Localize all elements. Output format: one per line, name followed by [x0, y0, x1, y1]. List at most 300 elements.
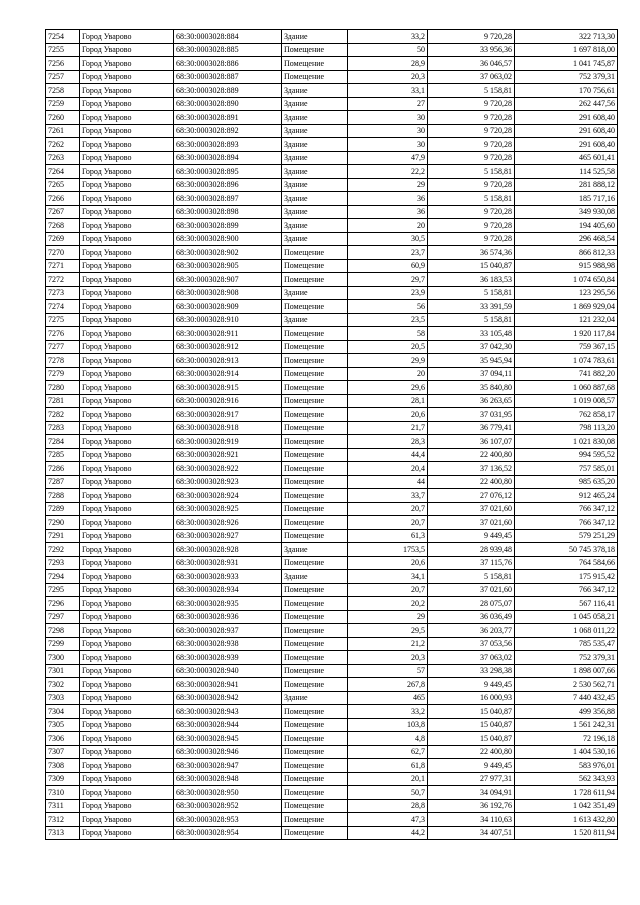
- rate-cell: 22 400,80: [428, 745, 515, 759]
- row-number: 7266: [46, 192, 80, 206]
- cadastral-value-cell: 757 585,01: [515, 462, 618, 476]
- cadastral-number-cell: 68:30:0003028:950: [174, 786, 282, 800]
- area-cell: 23,7: [348, 246, 428, 260]
- settlement-cell: Город Уварово: [80, 462, 174, 476]
- table-row: [46, 57, 618, 71]
- area-cell: 20,1: [348, 772, 428, 786]
- table-row: [46, 813, 618, 827]
- rate-cell: 5 158,81: [428, 570, 515, 584]
- row-number: 7278: [46, 354, 80, 368]
- cadastral-value-cell: 1 898 007,66: [515, 664, 618, 678]
- table-row: [46, 732, 618, 746]
- cadastral-number-cell: 68:30:0003028:885: [174, 43, 282, 57]
- cadastral-value-cell: 762 858,17: [515, 408, 618, 422]
- area-cell: 33,2: [348, 30, 428, 44]
- rate-cell: 36 263,65: [428, 394, 515, 408]
- row-number: 7260: [46, 111, 80, 125]
- cadastral-value-cell: 866 812,33: [515, 246, 618, 260]
- row-number: 7259: [46, 97, 80, 111]
- settlement-cell: Город Уварово: [80, 583, 174, 597]
- table-row: [46, 246, 618, 260]
- object-type-cell: Помещение: [282, 462, 348, 476]
- cadastral-number-cell: 68:30:0003028:933: [174, 570, 282, 584]
- row-number: 7284: [46, 435, 80, 449]
- cadastral-number-cell: 68:30:0003028:899: [174, 219, 282, 233]
- cadastral-number-cell: 68:30:0003028:937: [174, 624, 282, 638]
- area-cell: 57: [348, 664, 428, 678]
- rate-cell: 5 158,81: [428, 286, 515, 300]
- settlement-cell: Город Уварово: [80, 759, 174, 773]
- area-cell: 103,8: [348, 718, 428, 732]
- cadastral-number-cell: 68:30:0003028:908: [174, 286, 282, 300]
- table-row: [46, 529, 618, 543]
- area-cell: 47,9: [348, 151, 428, 165]
- cadastral-number-cell: 68:30:0003028:891: [174, 111, 282, 125]
- rate-cell: 9 449,45: [428, 759, 515, 773]
- cadastral-number-cell: 68:30:0003028:947: [174, 759, 282, 773]
- settlement-cell: Город Уварово: [80, 624, 174, 638]
- cadastral-value-cell: 1 041 745,87: [515, 57, 618, 71]
- rate-cell: 36 036,49: [428, 610, 515, 624]
- row-number: 7307: [46, 745, 80, 759]
- table-row: [46, 516, 618, 530]
- row-number: 7297: [46, 610, 80, 624]
- object-type-cell: Здание: [282, 97, 348, 111]
- object-type-cell: Помещение: [282, 489, 348, 503]
- object-type-cell: Помещение: [282, 70, 348, 84]
- row-number: 7277: [46, 340, 80, 354]
- row-number: 7303: [46, 691, 80, 705]
- settlement-cell: Город Уварово: [80, 286, 174, 300]
- object-type-cell: Помещение: [282, 732, 348, 746]
- rate-cell: 22 400,80: [428, 475, 515, 489]
- settlement-cell: Город Уварово: [80, 799, 174, 813]
- area-cell: 20,4: [348, 462, 428, 476]
- object-type-cell: Помещение: [282, 826, 348, 840]
- cadastral-number-cell: 68:30:0003028:898: [174, 205, 282, 219]
- row-number: 7298: [46, 624, 80, 638]
- table-row: [46, 556, 618, 570]
- cadastral-number-cell: 68:30:0003028:921: [174, 448, 282, 462]
- area-cell: 4,8: [348, 732, 428, 746]
- area-cell: 20,7: [348, 583, 428, 597]
- object-type-cell: Помещение: [282, 583, 348, 597]
- rate-cell: 5 158,81: [428, 313, 515, 327]
- object-type-cell: Здание: [282, 165, 348, 179]
- rate-cell: 5 158,81: [428, 165, 515, 179]
- cadastral-value-cell: 1 520 811,94: [515, 826, 618, 840]
- area-cell: 465: [348, 691, 428, 705]
- row-number: 7308: [46, 759, 80, 773]
- object-type-cell: Помещение: [282, 678, 348, 692]
- settlement-cell: Город Уварово: [80, 678, 174, 692]
- rate-cell: 9 720,28: [428, 111, 515, 125]
- table-row: [46, 637, 618, 651]
- table-row: [46, 300, 618, 314]
- area-cell: 29,5: [348, 624, 428, 638]
- object-type-cell: Помещение: [282, 300, 348, 314]
- rate-cell: 9 720,28: [428, 151, 515, 165]
- rate-cell: 9 720,28: [428, 124, 515, 138]
- area-cell: 20: [348, 219, 428, 233]
- area-cell: 29,7: [348, 273, 428, 287]
- settlement-cell: Город Уварово: [80, 664, 174, 678]
- area-cell: 60,9: [348, 259, 428, 273]
- settlement-cell: Город Уварово: [80, 691, 174, 705]
- cadastral-number-cell: 68:30:0003028:925: [174, 502, 282, 516]
- cadastral-value-cell: 798 113,20: [515, 421, 618, 435]
- object-type-cell: Здание: [282, 232, 348, 246]
- object-type-cell: Здание: [282, 178, 348, 192]
- row-number: 7290: [46, 516, 80, 530]
- area-cell: 28,1: [348, 394, 428, 408]
- cadastral-number-cell: 68:30:0003028:922: [174, 462, 282, 476]
- table-row: [46, 691, 618, 705]
- rate-cell: 35 840,80: [428, 381, 515, 395]
- object-type-cell: Помещение: [282, 502, 348, 516]
- settlement-cell: Город Уварово: [80, 246, 174, 260]
- table-row: [46, 165, 618, 179]
- settlement-cell: Город Уварово: [80, 313, 174, 327]
- settlement-cell: Город Уварово: [80, 813, 174, 827]
- settlement-cell: Город Уварово: [80, 732, 174, 746]
- table-row: [46, 610, 618, 624]
- cadastral-number-cell: 68:30:0003028:952: [174, 799, 282, 813]
- settlement-cell: Город Уварово: [80, 151, 174, 165]
- cadastral-number-cell: 68:30:0003028:907: [174, 273, 282, 287]
- table-row: [46, 340, 618, 354]
- object-type-cell: Помещение: [282, 651, 348, 665]
- settlement-cell: Город Уварово: [80, 570, 174, 584]
- cadastral-number-cell: 68:30:0003028:884: [174, 30, 282, 44]
- cadastral-value-cell: 1 019 008,57: [515, 394, 618, 408]
- cadastral-value-cell: 752 379,31: [515, 651, 618, 665]
- rate-cell: 9 449,45: [428, 678, 515, 692]
- object-type-cell: Здание: [282, 313, 348, 327]
- object-type-cell: Помещение: [282, 340, 348, 354]
- area-cell: 20,2: [348, 597, 428, 611]
- cadastral-value-cell: 1 068 011,22: [515, 624, 618, 638]
- object-type-cell: Помещение: [282, 408, 348, 422]
- table-row: [46, 205, 618, 219]
- cadastral-number-cell: 68:30:0003028:895: [174, 165, 282, 179]
- row-number: 7256: [46, 57, 80, 71]
- row-number: 7272: [46, 273, 80, 287]
- table-row: [46, 327, 618, 341]
- rate-cell: 9 720,28: [428, 178, 515, 192]
- table-row: [46, 718, 618, 732]
- settlement-cell: Город Уварово: [80, 745, 174, 759]
- object-type-cell: Помещение: [282, 745, 348, 759]
- area-cell: 23,5: [348, 313, 428, 327]
- table-row: [46, 570, 618, 584]
- cadastral-number-cell: 68:30:0003028:939: [174, 651, 282, 665]
- table-row: [46, 502, 618, 516]
- table-row: [46, 354, 618, 368]
- rate-cell: 37 063,02: [428, 70, 515, 84]
- table-row: [46, 772, 618, 786]
- area-cell: 61,3: [348, 529, 428, 543]
- cadastral-value-cell: 1 697 818,00: [515, 43, 618, 57]
- area-cell: 21,7: [348, 421, 428, 435]
- cadastral-number-cell: 68:30:0003028:953: [174, 813, 282, 827]
- area-cell: 28,3: [348, 435, 428, 449]
- area-cell: 44,4: [348, 448, 428, 462]
- cadastral-value-cell: 912 465,24: [515, 489, 618, 503]
- area-cell: 20: [348, 367, 428, 381]
- rate-cell: 37 021,60: [428, 502, 515, 516]
- rate-cell: 9 720,28: [428, 219, 515, 233]
- object-type-cell: Здание: [282, 543, 348, 557]
- row-number: 7267: [46, 205, 80, 219]
- settlement-cell: Город Уварово: [80, 556, 174, 570]
- row-number: 7294: [46, 570, 80, 584]
- object-type-cell: Помещение: [282, 57, 348, 71]
- settlement-cell: Город Уварово: [80, 826, 174, 840]
- rate-cell: 36 203,77: [428, 624, 515, 638]
- cadastral-value-cell: 1 045 058,21: [515, 610, 618, 624]
- row-number: 7279: [46, 367, 80, 381]
- cadastral-value-cell: 72 196,18: [515, 732, 618, 746]
- settlement-cell: Город Уварово: [80, 448, 174, 462]
- rate-cell: 34 110,63: [428, 813, 515, 827]
- cadastral-number-cell: 68:30:0003028:954: [174, 826, 282, 840]
- row-number: 7258: [46, 84, 80, 98]
- row-number: 7287: [46, 475, 80, 489]
- rate-cell: 15 040,87: [428, 718, 515, 732]
- rate-cell: 15 040,87: [428, 732, 515, 746]
- object-type-cell: Помещение: [282, 516, 348, 530]
- object-type-cell: Помещение: [282, 705, 348, 719]
- area-cell: 20,3: [348, 651, 428, 665]
- rate-cell: 9 720,28: [428, 205, 515, 219]
- settlement-cell: Город Уварово: [80, 435, 174, 449]
- document-page: [45, 29, 617, 840]
- cadastral-value-cell: 985 635,20: [515, 475, 618, 489]
- cadastral-number-cell: 68:30:0003028:893: [174, 138, 282, 152]
- area-cell: 56: [348, 300, 428, 314]
- row-number: 7305: [46, 718, 80, 732]
- row-number: 7283: [46, 421, 80, 435]
- rate-cell: 16 000,93: [428, 691, 515, 705]
- table-row: [46, 664, 618, 678]
- row-number: 7274: [46, 300, 80, 314]
- row-number: 7286: [46, 462, 80, 476]
- cadastral-number-cell: 68:30:0003028:896: [174, 178, 282, 192]
- settlement-cell: Город Уварово: [80, 205, 174, 219]
- cadastral-number-cell: 68:30:0003028:948: [174, 772, 282, 786]
- area-cell: 36: [348, 205, 428, 219]
- table-row: [46, 799, 618, 813]
- object-type-cell: Помещение: [282, 799, 348, 813]
- settlement-cell: Город Уварово: [80, 381, 174, 395]
- row-number: 7292: [46, 543, 80, 557]
- rate-cell: 37 042,30: [428, 340, 515, 354]
- rate-cell: 37 053,56: [428, 637, 515, 651]
- object-type-cell: Здание: [282, 286, 348, 300]
- rate-cell: 9 720,28: [428, 30, 515, 44]
- cadastral-number-cell: 68:30:0003028:912: [174, 340, 282, 354]
- cadastral-number-cell: 68:30:0003028:905: [174, 259, 282, 273]
- table-row: [46, 408, 618, 422]
- object-type-cell: Помещение: [282, 772, 348, 786]
- settlement-cell: Город Уварово: [80, 327, 174, 341]
- settlement-cell: Город Уварово: [80, 475, 174, 489]
- cadastral-value-cell: 562 343,93: [515, 772, 618, 786]
- cadastral-number-cell: 68:30:0003028:918: [174, 421, 282, 435]
- object-type-cell: Помещение: [282, 475, 348, 489]
- settlement-cell: Город Уварово: [80, 651, 174, 665]
- cadastral-number-cell: 68:30:0003028:892: [174, 124, 282, 138]
- row-number: 7281: [46, 394, 80, 408]
- table-row: [46, 543, 618, 557]
- cadastral-value-table: [45, 29, 618, 840]
- settlement-cell: Город Уварово: [80, 340, 174, 354]
- area-cell: 36: [348, 192, 428, 206]
- settlement-cell: Город Уварово: [80, 597, 174, 611]
- cadastral-number-cell: 68:30:0003028:923: [174, 475, 282, 489]
- row-number: 7276: [46, 327, 80, 341]
- object-type-cell: Помещение: [282, 759, 348, 773]
- object-type-cell: Помещение: [282, 448, 348, 462]
- table-row: [46, 84, 618, 98]
- area-cell: 20,5: [348, 340, 428, 354]
- object-type-cell: Помещение: [282, 435, 348, 449]
- rate-cell: 36 107,07: [428, 435, 515, 449]
- rate-cell: 36 779,41: [428, 421, 515, 435]
- settlement-cell: Город Уварово: [80, 43, 174, 57]
- row-number: 7254: [46, 30, 80, 44]
- rate-cell: 34 094,91: [428, 786, 515, 800]
- cadastral-number-cell: 68:30:0003028:941: [174, 678, 282, 692]
- area-cell: 20,6: [348, 556, 428, 570]
- cadastral-number-cell: 68:30:0003028:917: [174, 408, 282, 422]
- area-cell: 30: [348, 138, 428, 152]
- rate-cell: 35 945,94: [428, 354, 515, 368]
- rate-cell: 9 720,28: [428, 232, 515, 246]
- area-cell: 20,6: [348, 408, 428, 422]
- object-type-cell: Помещение: [282, 367, 348, 381]
- rate-cell: 36 192,76: [428, 799, 515, 813]
- cadastral-value-cell: 915 988,98: [515, 259, 618, 273]
- rate-cell: 36 183,53: [428, 273, 515, 287]
- cadastral-value-cell: 1 869 929,04: [515, 300, 618, 314]
- cadastral-number-cell: 68:30:0003028:911: [174, 327, 282, 341]
- settlement-cell: Город Уварово: [80, 138, 174, 152]
- row-number: 7255: [46, 43, 80, 57]
- settlement-cell: Город Уварово: [80, 70, 174, 84]
- area-cell: 29,6: [348, 381, 428, 395]
- cadastral-value-cell: 296 468,54: [515, 232, 618, 246]
- cadastral-number-cell: 68:30:0003028:936: [174, 610, 282, 624]
- row-number: 7265: [46, 178, 80, 192]
- cadastral-value-cell: 766 347,12: [515, 516, 618, 530]
- cadastral-number-cell: 68:30:0003028:944: [174, 718, 282, 732]
- cadastral-number-cell: 68:30:0003028:886: [174, 57, 282, 71]
- settlement-cell: Город Уварово: [80, 30, 174, 44]
- rate-cell: 37 063,02: [428, 651, 515, 665]
- row-number: 7288: [46, 489, 80, 503]
- object-type-cell: Помещение: [282, 624, 348, 638]
- rate-cell: 37 031,95: [428, 408, 515, 422]
- cadastral-value-cell: 50 745 378,18: [515, 543, 618, 557]
- cadastral-value-cell: 1 074 650,84: [515, 273, 618, 287]
- settlement-cell: Город Уварово: [80, 502, 174, 516]
- object-type-cell: Помещение: [282, 43, 348, 57]
- cadastral-value-cell: 499 356,88: [515, 705, 618, 719]
- cadastral-number-cell: 68:30:0003028:910: [174, 313, 282, 327]
- table-row: [46, 178, 618, 192]
- area-cell: 27: [348, 97, 428, 111]
- table-row: [46, 111, 618, 125]
- table-row: [46, 651, 618, 665]
- cadastral-number-cell: 68:30:0003028:909: [174, 300, 282, 314]
- rate-cell: 37 115,76: [428, 556, 515, 570]
- cadastral-number-cell: 68:30:0003028:927: [174, 529, 282, 543]
- table-row: [46, 381, 618, 395]
- table-row: [46, 475, 618, 489]
- settlement-cell: Город Уварово: [80, 408, 174, 422]
- table-row: [46, 124, 618, 138]
- object-type-cell: Здание: [282, 570, 348, 584]
- cadastral-number-cell: 68:30:0003028:916: [174, 394, 282, 408]
- cadastral-value-cell: 1 920 117,84: [515, 327, 618, 341]
- settlement-cell: Город Уварово: [80, 57, 174, 71]
- table-row: [46, 232, 618, 246]
- cadastral-number-cell: 68:30:0003028:938: [174, 637, 282, 651]
- settlement-cell: Город Уварово: [80, 516, 174, 530]
- table-row: [46, 786, 618, 800]
- rate-cell: 5 158,81: [428, 84, 515, 98]
- settlement-cell: Город Уварово: [80, 219, 174, 233]
- cadastral-value-cell: 262 447,56: [515, 97, 618, 111]
- row-number: 7301: [46, 664, 80, 678]
- settlement-cell: Город Уварово: [80, 84, 174, 98]
- area-cell: 61,8: [348, 759, 428, 773]
- object-type-cell: Здание: [282, 691, 348, 705]
- area-cell: 30: [348, 111, 428, 125]
- table-row: [46, 705, 618, 719]
- cadastral-value-cell: 1 613 432,80: [515, 813, 618, 827]
- object-type-cell: Помещение: [282, 529, 348, 543]
- cadastral-value-cell: 349 930,08: [515, 205, 618, 219]
- table-row: [46, 138, 618, 152]
- row-number: 7257: [46, 70, 80, 84]
- table-row: [46, 313, 618, 327]
- row-number: 7311: [46, 799, 80, 813]
- cadastral-value-cell: 764 584,66: [515, 556, 618, 570]
- area-cell: 20,7: [348, 502, 428, 516]
- settlement-cell: Город Уварово: [80, 610, 174, 624]
- area-cell: 22,2: [348, 165, 428, 179]
- table-row: [46, 273, 618, 287]
- rate-cell: 15 040,87: [428, 259, 515, 273]
- table-row: [46, 745, 618, 759]
- rate-cell: 27 076,12: [428, 489, 515, 503]
- cadastral-value-cell: 1 561 242,31: [515, 718, 618, 732]
- cadastral-number-cell: 68:30:0003028:924: [174, 489, 282, 503]
- rate-cell: 33 956,36: [428, 43, 515, 57]
- table-row: [46, 259, 618, 273]
- row-number: 7299: [46, 637, 80, 651]
- table-row: [46, 286, 618, 300]
- table-row: [46, 219, 618, 233]
- row-number: 7300: [46, 651, 80, 665]
- settlement-cell: Город Уварово: [80, 705, 174, 719]
- object-type-cell: Здание: [282, 111, 348, 125]
- cadastral-value-cell: 1 021 830,08: [515, 435, 618, 449]
- settlement-cell: Город Уварово: [80, 718, 174, 732]
